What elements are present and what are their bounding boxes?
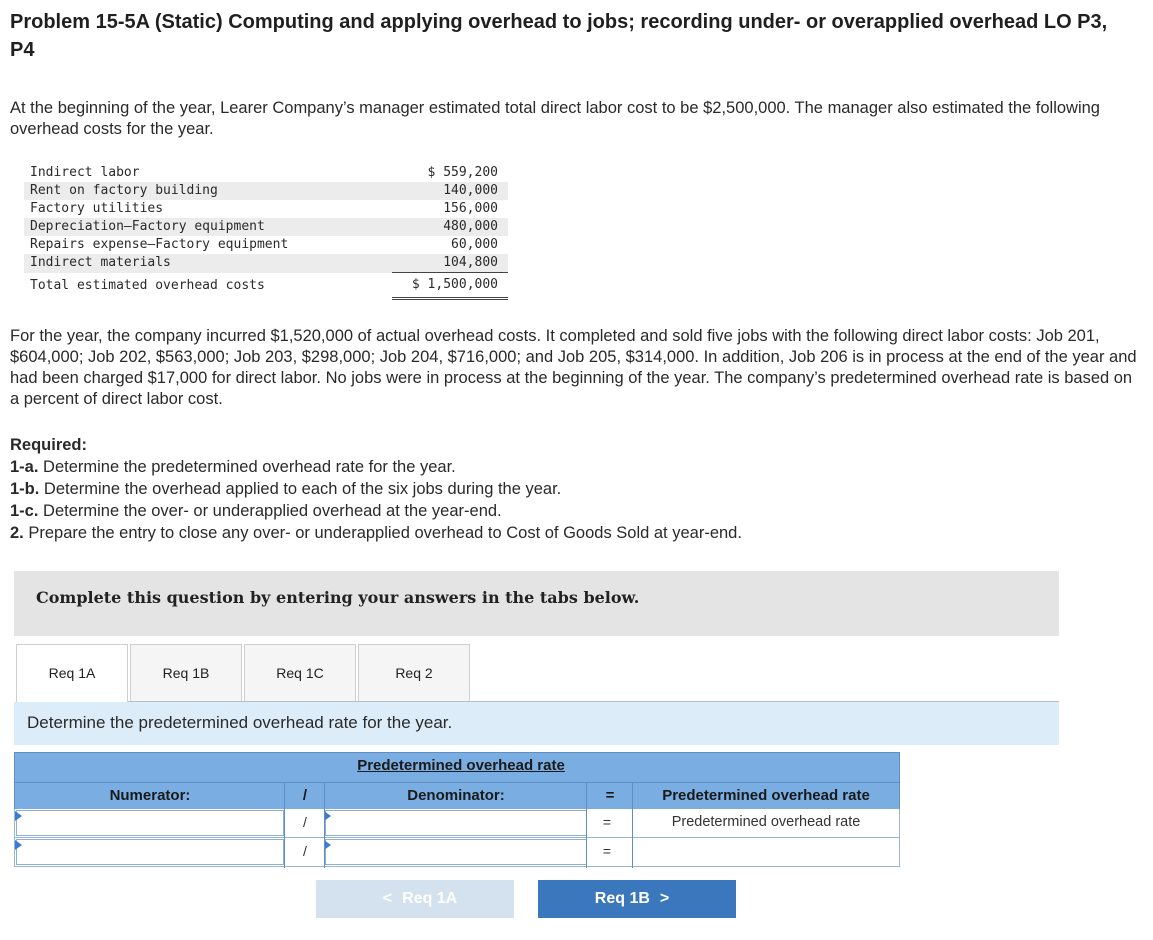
cost-amount: $ 559,200 [427,165,498,180]
tab-req-1c[interactable]: Req 1C [244,644,356,703]
table-row [24,164,508,182]
denominator-input[interactable] [325,810,587,836]
calc-row [14,838,900,867]
prev-label: Req 1A [402,890,458,907]
body-paragraph: For the year, the company incurred $1,520,000 of actual overhead costs. It completed and sold five jobs with the following direct labor costs: Job 201, $604,000; Job 202, $563,000; Job 203, $298,000; Job 204, $716,000; and Job 205, $314,000. In addition, Job 206 is in process at the end of the year and had been charged $17,000 for direct labor. No jobs were in process at the beginning of the year. The company’s predetermined overhead rate is based on a percent of direct labor cost. [10,327,1137,408]
numerator-input[interactable] [16,810,284,836]
instruction-text: Determine the predetermined overhead rate for the year. [27,713,453,732]
tab-req-2[interactable]: Req 2 [358,644,470,703]
cost-amount: 104,800 [392,254,508,273]
calc-title: Predetermined overhead rate [357,757,565,774]
overhead-cost-table [24,164,508,300]
chevron-right-icon: > [659,890,670,907]
cost-amount: 156,000 [443,201,498,216]
cost-label: Indirect labor [30,165,140,180]
table-row [24,200,508,218]
equals-symbol: = [602,843,612,859]
cost-label: Factory utilities [30,201,164,216]
divider [324,782,325,868]
instruction-banner [14,702,1059,745]
next-label: Req 1B [594,890,650,907]
intro-paragraph: At the beginning of the year, Learer Company’s manager estimated total direct labor cost to be $2,500,000. The manager also estimated the following overhead costs for the year. [10,99,1100,138]
denominator-label: Denominator: [407,787,505,804]
required-item: 1-a. Determine the predetermined overhead rate for the year. [10,458,456,476]
required-item: 2. Prepare the entry to close any over- or underapplied overhead to Cost of Goods Sold at year-end. [10,524,742,542]
divide-symbol: / [303,814,307,830]
complete-prompt-text: Complete this question by entering your answers in the tabs below. [36,588,640,607]
cost-label: Repairs expense—Factory equipment [30,237,289,252]
cost-label: Indirect materials [24,254,392,273]
divider [284,782,285,868]
table-row [24,218,508,236]
complete-prompt-banner [14,571,1059,636]
required-item: 1-b. Determine the overhead applied to each of the six jobs during the year. [10,480,562,498]
tab-req-1b[interactable]: Req 1B [130,644,242,703]
divider [632,782,633,868]
total-amount: $ 1,500,000 [392,273,508,299]
required-section [10,434,742,544]
required-item: 1-c. Determine the over- or underapplied overhead at the year-end. [10,502,502,520]
divide-symbol: / [303,843,307,859]
prev-req-button[interactable] [316,880,514,918]
total-row [24,273,508,299]
denominator-input[interactable] [325,839,587,865]
tab-req-1a[interactable]: Req 1A [16,644,128,703]
input-marker-icon [324,811,331,821]
divider [586,782,587,868]
result-label: Predetermined overhead rate [662,787,870,804]
calc-row [14,809,900,838]
cost-amount: 480,000 [392,218,508,236]
numerator-label: Numerator: [109,787,191,804]
total-label: Total estimated overhead costs [30,277,265,293]
input-marker-icon [324,840,331,850]
next-req-button[interactable] [538,880,736,918]
table-row [24,254,508,273]
equals-symbol: = [602,814,612,830]
result-value: Predetermined overhead rate [671,814,861,830]
problem-title: Problem 15-5A (Static) Computing and applying overhead to jobs; recording under- or overapplied overhead LO P3, P4 [10,11,1108,61]
cost-label: Depreciation—Factory equipment [24,218,392,236]
equals-symbol: = [605,787,615,804]
divide-symbol: / [302,787,308,804]
numerator-input[interactable] [16,839,284,865]
cost-amount: 140,000 [392,182,508,200]
chevron-left-icon: < [382,890,393,907]
required-heading: Required: [10,436,88,454]
table-row [24,182,508,200]
input-marker-icon [15,840,22,850]
cost-label: Rent on factory building [24,182,392,200]
input-marker-icon [15,811,22,821]
cost-amount: 60,000 [451,237,498,252]
table-row [24,236,508,254]
calc-header [14,752,900,810]
overhead-rate-calculator [14,752,900,868]
